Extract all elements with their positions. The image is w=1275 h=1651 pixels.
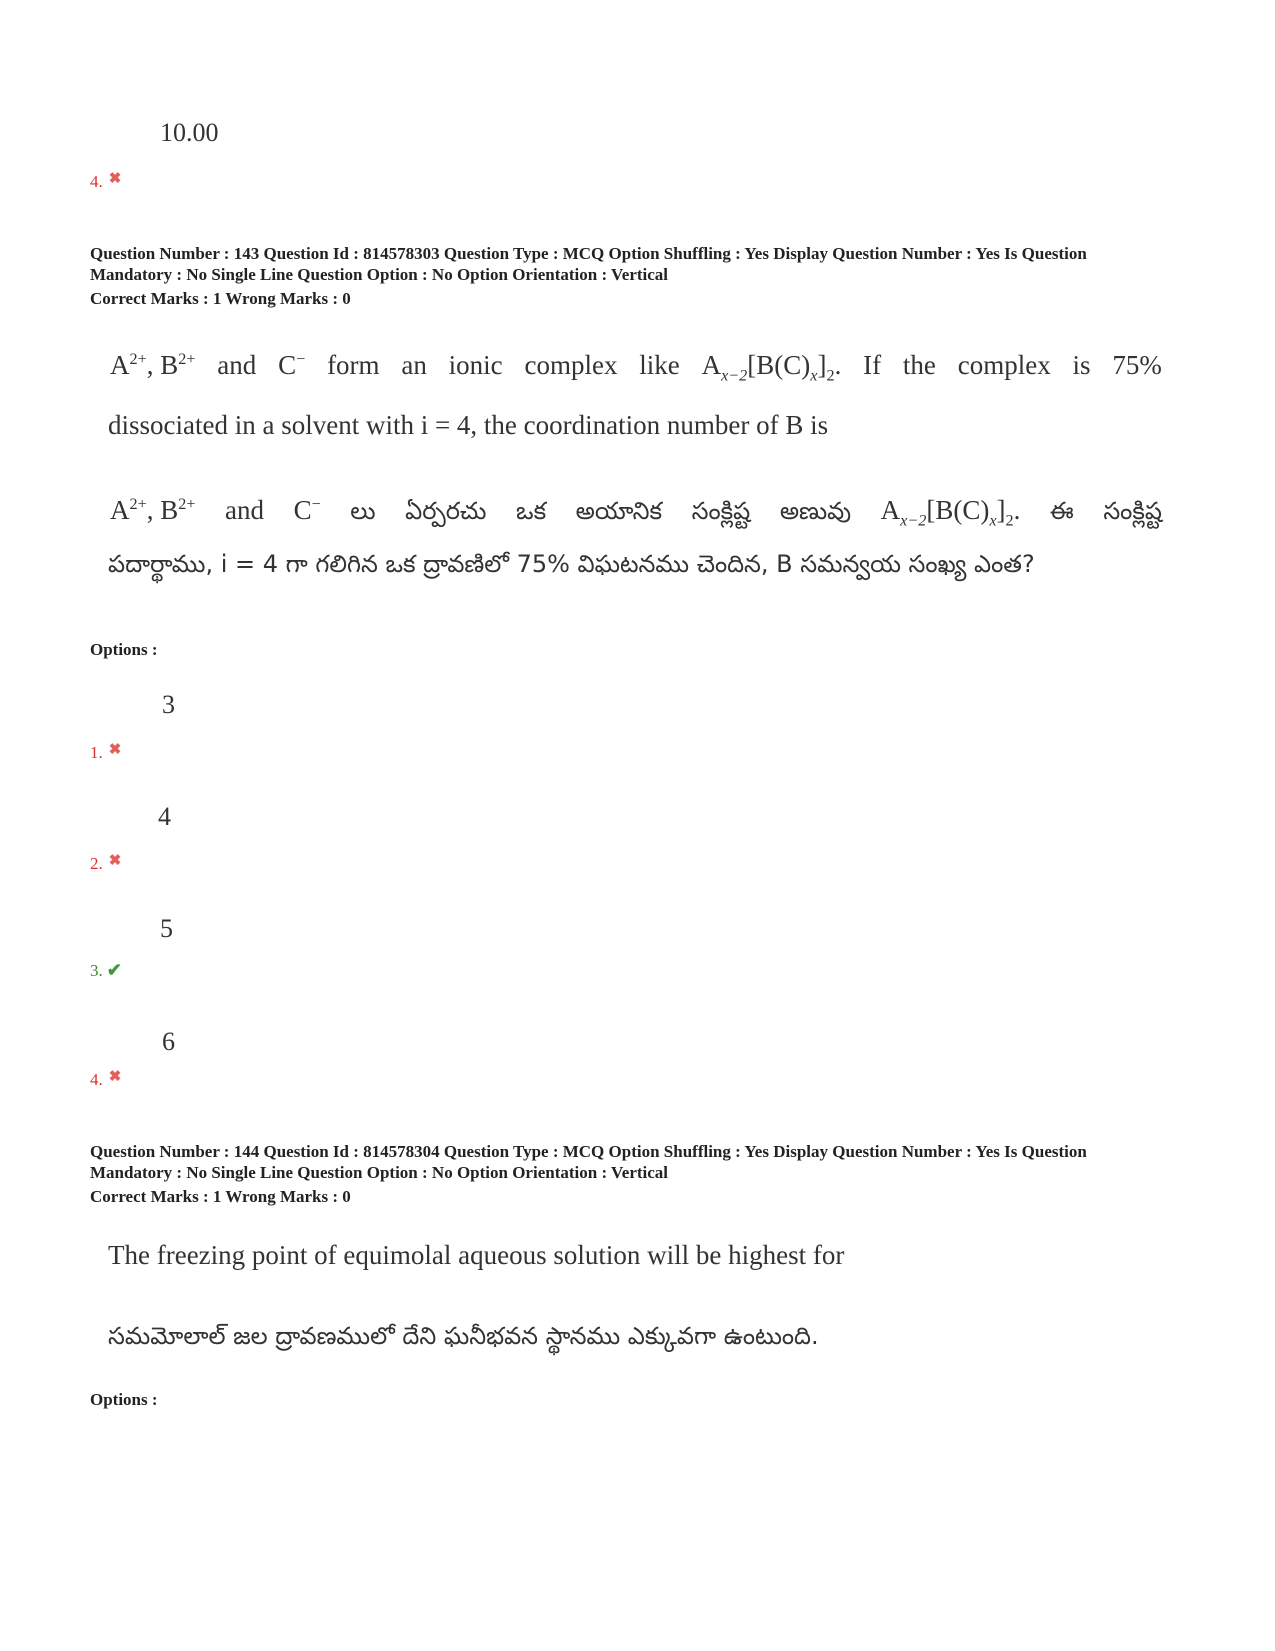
option-number: 4. ✖ xyxy=(90,171,122,191)
question-meta: Question Number : 144 Question Id : 814578304 Question Type : MCQ Option Shuffling : Yes Display Question Number : Yes Is Question Mandatory : No Single Line Question Option : No Option Orientation : Vertical Correct Marks : 1 Wrong Marks : 0 xyxy=(90,1142,1087,1206)
option-value: 6 xyxy=(162,1027,175,1056)
question-text-telugu: సమమోలాల్ జల ద్రావణములో దేని ఘనీభవన స్థానము ఎక్కువగా ఉంటుంది. xyxy=(108,1322,819,1350)
question-text-english: The freezing point of equimolal aqueous solution will be highest for xyxy=(108,1240,845,1270)
option-number[interactable]: 2. ✖ xyxy=(90,853,122,873)
option-number[interactable]: 4. ✖ xyxy=(90,1069,122,1089)
question-text-english-line2: dissociated in a solvent with i = 4, the coordination number of B is xyxy=(108,410,829,440)
options-label: Options : xyxy=(90,1390,158,1409)
wrong-mark-icon: ✖ xyxy=(108,171,122,187)
question-text-telugu-line1: $A^{2+}$, $B^{2+}$ and C− లు ఏర్పరచు ఒక అయానిక సంక్లిష్ట అణువు $A_{x-2}[B(C)_x]_2$. ఈ సంక్లిష్ట xyxy=(110,495,1162,530)
options-label: Options : xyxy=(90,640,158,659)
option-value: 5 xyxy=(160,914,173,943)
option-number[interactable]: 1. ✖ xyxy=(90,742,122,762)
option-value: 4 xyxy=(158,802,171,831)
option-value: 10.00 xyxy=(160,118,219,147)
wrong-mark-icon: ✖ xyxy=(108,853,122,869)
wrong-mark-icon: ✖ xyxy=(108,742,122,758)
option-number[interactable]: 3. ✔ xyxy=(90,960,122,980)
option-value: 3 xyxy=(162,690,175,719)
question-text-english-line1: $A^{2+}$, $B^{2+}$ and C− form an ionic complex like $A_{x-2}[B(C)_x]_2$. If the complex is 75% xyxy=(110,350,1162,385)
wrong-mark-icon: ✖ xyxy=(108,1069,122,1085)
question-meta: Question Number : 143 Question Id : 814578303 Question Type : MCQ Option Shuffling : Yes Display Question Number : Yes Is Question Mandatory : No Single Line Question Option : No Option Orientation : Vertical Correct Marks : 1 Wrong Marks : 0 xyxy=(90,244,1087,308)
correct-mark-icon: ✔ xyxy=(106,960,122,980)
question-text-telugu-line2: పదార్థాము, i = 4 గా గలిగిన ఒక ద్రావణిలో 75% విఘటనము చెందిన, B సమన్వయ సంఖ్య ఎంత? xyxy=(108,550,1035,578)
